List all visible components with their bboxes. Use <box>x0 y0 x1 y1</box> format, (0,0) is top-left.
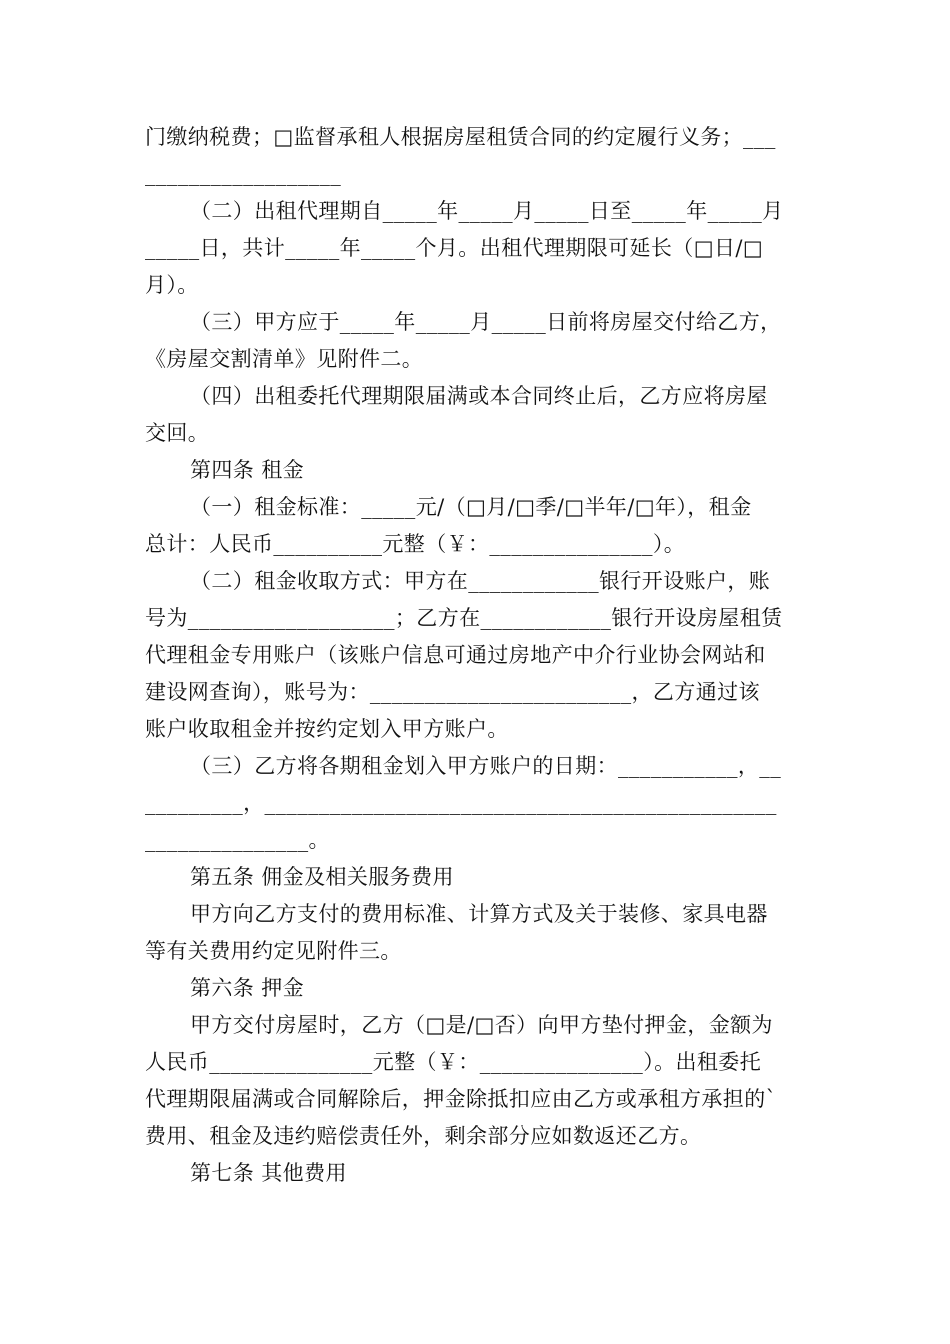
text-line: _________，_______________________________________________ <box>145 791 777 815</box>
text-line: 等有关费用约定见附件三。 <box>145 939 402 963</box>
text-line: 代理租金专用账户（该账户信息可通过房地产中介行业协会网站和 <box>145 643 766 667</box>
text-line: 交回。 <box>145 421 210 445</box>
text-line: 门缴纳税费；□监督承租人根据房屋租赁合同的约定履行义务；___ <box>145 125 776 149</box>
text-line: __________________ <box>145 162 342 186</box>
section-heading: 第六条 押金 <box>190 976 305 1000</box>
text-line: （三）甲方应于_____年_____月_____日前将房屋交付给乙方， <box>190 310 782 334</box>
section-heading: 第四条 租金 <box>190 458 305 482</box>
text-line: 建设网查询），账号为：________________________，乙方通过该 <box>145 680 760 704</box>
text-line: 号为___________________；乙方在____________银行开设房屋租赁 <box>145 606 783 630</box>
text-line: 人民币_______________元整（￥：_______________）。出租委托 <box>145 1050 762 1074</box>
text-line: 费用、租金及违约赔偿责任外，剩余部分应如数返还乙方。 <box>145 1124 702 1148</box>
section-heading: 第七条 其他费用 <box>190 1161 347 1185</box>
text-line: _______________。 <box>145 828 330 852</box>
text-line: 甲方向乙方支付的费用标准、计算方式及关于装修、家具电器 <box>190 902 768 926</box>
text-line: （二）租金收取方式：甲方在____________银行开设账户，账 <box>190 569 771 593</box>
text-line: 月）。 <box>145 273 199 297</box>
text-line: 账户收取租金并按约定划入甲方账户。 <box>145 717 509 741</box>
text-line: （三）乙方将各期租金划入甲方账户的日期：___________，__ <box>190 754 782 778</box>
text-line: _____日，共计_____年_____个月。出租代理期限可延长（□日/□ <box>145 236 764 260</box>
section-heading: 第五条 佣金及相关服务费用 <box>190 865 454 889</box>
text-line: 代理期限届满或合同解除后，押金除抵扣应由乙方或承租方承担的` <box>145 1087 777 1111</box>
text-line: （二）出租代理期自_____年_____月_____日至_____年_____月 <box>190 199 784 223</box>
text-line: 《房屋交割清单》见附件二。 <box>145 347 424 371</box>
text-line: （四）出租委托代理期限届满或本合同终止后，乙方应将房屋 <box>190 384 768 408</box>
text-line: 甲方交付房屋时，乙方（□是/□否）向甲方垫付押金，金额为 <box>190 1013 773 1037</box>
text-line: （一）租金标准：_____元/（□月/□季/□半年/□年），租金 <box>190 495 752 519</box>
text-line: 总计：人民币__________元整（￥：_______________）。 <box>145 532 686 556</box>
